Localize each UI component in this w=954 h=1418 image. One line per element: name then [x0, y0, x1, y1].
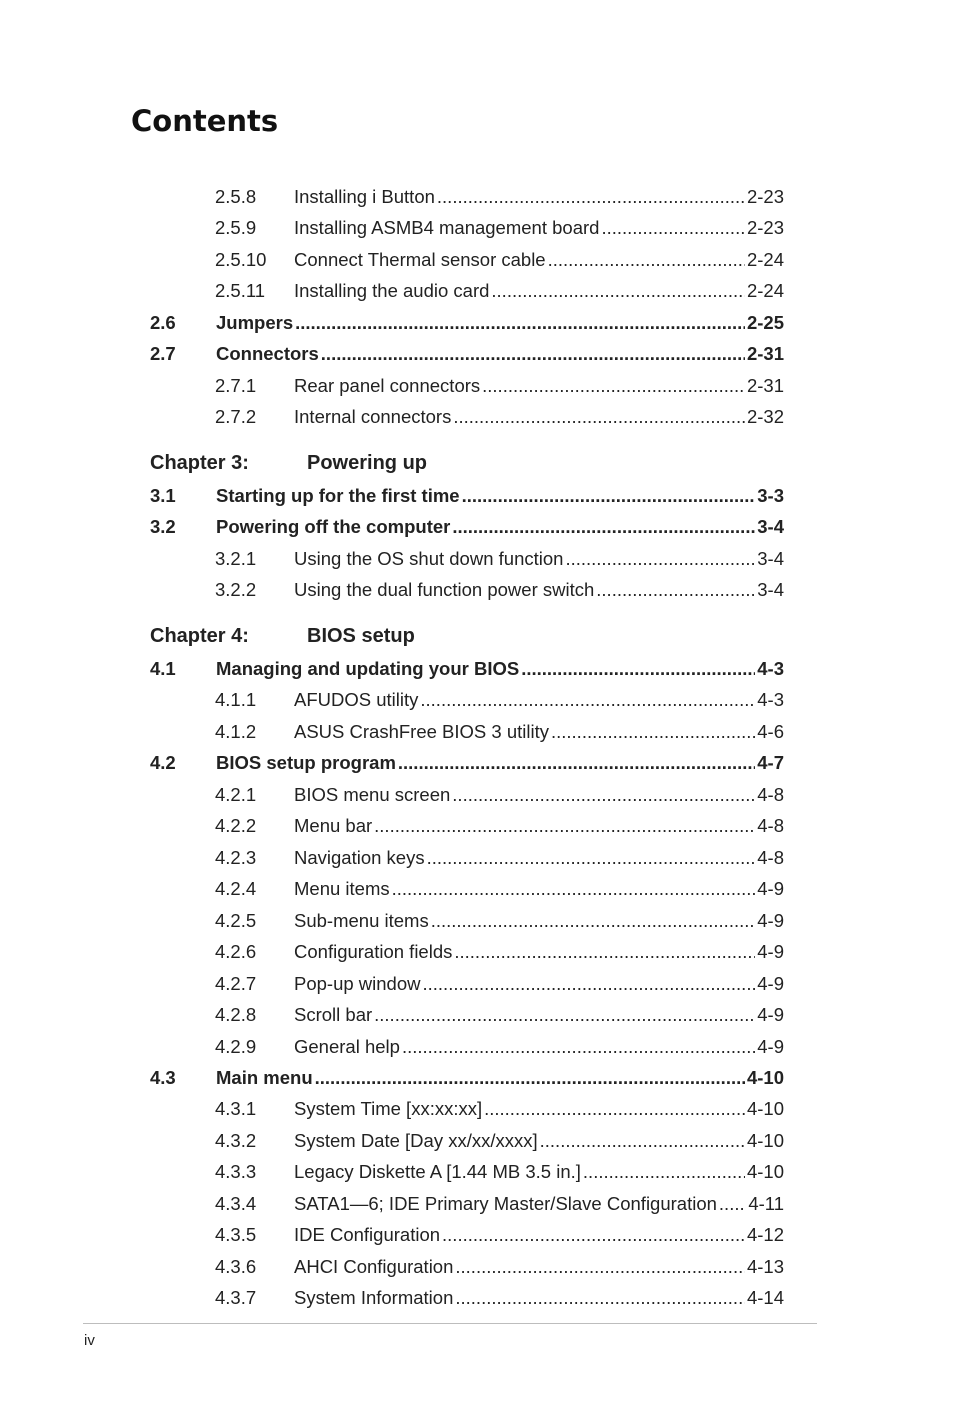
dot-leader: [454, 940, 755, 964]
entry-number: 4.2.6: [215, 941, 257, 962]
toc-subsection-entry[interactable]: [0, 405, 954, 429]
entry-number: 4.3.1: [215, 1098, 257, 1119]
chapter-title: Powering up: [307, 452, 427, 474]
entry-title: Jumpers: [216, 312, 294, 333]
entry-leader: [294, 783, 784, 807]
entry-leader: [294, 1097, 784, 1121]
entry-leader: [294, 1160, 784, 1184]
entry-page: 3-4: [757, 548, 784, 569]
toc-subsection-entry[interactable]: [0, 688, 954, 712]
dot-leader: [452, 515, 755, 539]
toc-subsection-entry[interactable]: [0, 720, 954, 744]
entry-number: 2.7: [150, 343, 176, 364]
toc-subsection-entry[interactable]: [0, 1003, 954, 1027]
entry-page: 4-9: [757, 941, 784, 962]
toc-subsection-entry[interactable]: [0, 1160, 954, 1184]
toc-subsection-entry[interactable]: [0, 279, 954, 303]
entry-leader: [216, 657, 784, 681]
chapter-label: Chapter 3:: [150, 452, 249, 474]
entry-number: 4.2.2: [215, 815, 257, 836]
entry-page: 2-24: [746, 249, 784, 270]
entry-number: 2.5.10: [215, 249, 267, 270]
page-title: Contents: [131, 104, 279, 138]
dot-leader: [437, 185, 745, 209]
dot-leader: [442, 1223, 745, 1247]
dot-leader: [596, 578, 755, 602]
entry-leader: [216, 311, 784, 335]
entry-leader: [294, 374, 784, 398]
entry-title: Legacy Diskette A [1.44 MB 3.5 in.]: [294, 1161, 581, 1182]
entry-number: 4.2.8: [215, 1004, 257, 1025]
page-number: iv: [84, 1332, 95, 1349]
entry-number: 4.2.4: [215, 878, 257, 899]
entry-number: 4.3.6: [215, 1256, 257, 1277]
entry-title: BIOS menu screen: [294, 784, 451, 805]
entry-number: 4.3.2: [215, 1130, 257, 1151]
entry-leader: [294, 1192, 784, 1216]
entry-leader: [294, 1003, 784, 1027]
entry-number: 2.7.2: [215, 406, 257, 427]
entry-leader: [294, 279, 784, 303]
toc-section-entry[interactable]: [0, 657, 954, 681]
entry-page: 4-3: [757, 658, 784, 679]
entry-page: 2-31: [746, 343, 784, 364]
dot-leader: [482, 374, 745, 398]
toc-subsection-entry[interactable]: [0, 216, 954, 240]
entry-number: 4.1.2: [215, 721, 257, 742]
dot-leader: [392, 877, 756, 901]
entry-leader: [294, 877, 784, 901]
toc-subsection-entry[interactable]: [0, 1223, 954, 1247]
toc-section-entry[interactable]: [0, 515, 954, 539]
entry-page: 4-10: [746, 1130, 784, 1151]
entry-number: 2.7.1: [215, 375, 257, 396]
entry-title: Navigation keys: [294, 847, 425, 868]
entry-number: 2.5.9: [215, 217, 257, 238]
entry-page: 2-32: [746, 406, 784, 427]
entry-number: 4.3.4: [215, 1193, 257, 1214]
dot-leader: [521, 657, 755, 681]
toc-subsection-entry[interactable]: [0, 1097, 954, 1121]
entry-page: 4-10: [746, 1067, 784, 1088]
entry-page: 2-31: [746, 375, 784, 396]
entry-title: Menu bar: [294, 815, 373, 836]
entry-title: System Time [xx:xx:xx]: [294, 1098, 483, 1119]
entry-leader: [294, 578, 784, 602]
entry-page: 4-11: [748, 1193, 784, 1214]
entry-leader: [294, 1223, 784, 1247]
toc-subsection-entry[interactable]: [0, 248, 954, 272]
entry-page: 2-24: [746, 280, 784, 301]
entry-number: 2.5.8: [215, 186, 257, 207]
entry-number: 3.1: [150, 485, 176, 506]
entry-number: 2.5.11: [215, 280, 266, 301]
entry-number: 4.3.3: [215, 1161, 257, 1182]
chapter-heading: [0, 623, 954, 649]
entry-title: ASUS CrashFree BIOS 3 utility: [294, 721, 549, 742]
entry-number: 3.2.1: [215, 548, 257, 569]
entry-title: Installing i Button: [294, 186, 435, 207]
entry-title: BIOS setup program: [216, 752, 396, 773]
entry-number: 2.6: [150, 312, 176, 333]
entry-title: Configuration fields: [294, 941, 453, 962]
entry-title: AFUDOS utility: [294, 689, 419, 710]
entry-leader: [216, 515, 784, 539]
dot-leader: [431, 909, 756, 933]
entry-page: 4-6: [757, 721, 784, 742]
entry-title: Connectors: [216, 343, 319, 364]
toc-subsection-entry[interactable]: [0, 374, 954, 398]
entry-leader: [294, 248, 784, 272]
entry-title: Installing the audio card: [294, 280, 490, 301]
entry-page: 3-4: [757, 579, 784, 600]
toc-subsection-entry[interactable]: [0, 1286, 954, 1310]
entry-title: SATA1—6; IDE Primary Master/Slave Configuration: [294, 1193, 717, 1214]
dot-leader: [374, 814, 755, 838]
dot-leader: [315, 1066, 745, 1090]
dot-leader: [453, 405, 745, 429]
dot-leader: [540, 1129, 745, 1153]
entry-leader: [294, 1129, 784, 1153]
entry-number: 4.2.9: [215, 1036, 257, 1057]
dot-leader: [548, 248, 745, 272]
entry-number: 4.1.1: [215, 689, 257, 710]
dot-leader: [565, 547, 755, 571]
entry-number: 4.2.5: [215, 910, 257, 931]
entry-page: 4-9: [757, 973, 784, 994]
entry-title: Installing ASMB4 management board: [294, 217, 600, 238]
dot-leader: [491, 279, 745, 303]
entry-leader: [216, 1066, 784, 1090]
entry-page: 4-10: [746, 1098, 784, 1119]
dot-leader: [427, 846, 756, 870]
entry-leader: [294, 216, 784, 240]
entry-page: 4-9: [757, 1036, 784, 1057]
entry-title: Starting up for the first time: [216, 485, 460, 506]
chapter-heading: [0, 450, 954, 476]
chapter-label: Chapter 4:: [150, 625, 249, 647]
entry-page: 2-23: [746, 217, 784, 238]
dot-leader: [601, 216, 745, 240]
entry-title: General help: [294, 1036, 400, 1057]
dot-leader: [455, 1286, 745, 1310]
entry-title: AHCI Configuration: [294, 1256, 454, 1277]
toc-subsection-entry[interactable]: [0, 783, 954, 807]
entry-title: IDE Configuration: [294, 1224, 441, 1245]
entry-leader: [294, 720, 784, 744]
dot-leader: [462, 484, 756, 508]
toc-subsection-entry[interactable]: [0, 1035, 954, 1059]
entry-title: Rear panel connectors: [294, 375, 481, 396]
toc-subsection-entry[interactable]: [0, 1192, 954, 1216]
entry-number: 4.2: [150, 752, 176, 773]
toc-subsection-entry[interactable]: [0, 909, 954, 933]
entry-leader: [294, 940, 784, 964]
chapter-title: BIOS setup: [307, 625, 415, 647]
entry-page: 4-10: [746, 1161, 784, 1182]
toc-section-entry[interactable]: [0, 311, 954, 335]
entry-page: 4-8: [757, 815, 784, 836]
entry-title: Using the dual function power switch: [294, 579, 595, 600]
entry-leader: [294, 1035, 784, 1059]
entry-title: Main menu: [216, 1067, 313, 1088]
entry-number: 4.1: [150, 658, 176, 679]
entry-leader: [216, 484, 784, 508]
toc-subsection-entry[interactable]: [0, 1255, 954, 1279]
dot-leader: [423, 972, 756, 996]
toc-section-entry[interactable]: [0, 751, 954, 775]
toc-subsection-entry[interactable]: [0, 814, 954, 838]
entry-leader: [294, 688, 784, 712]
entry-leader: [294, 846, 784, 870]
entry-page: 4-9: [757, 910, 784, 931]
dot-leader: [321, 342, 745, 366]
entry-page: 4-14: [746, 1287, 784, 1308]
entry-number: 4.2.7: [215, 973, 257, 994]
dot-leader: [398, 751, 755, 775]
entry-leader: [294, 1255, 784, 1279]
entry-leader: [294, 547, 784, 571]
toc-subsection-entry[interactable]: [0, 940, 954, 964]
toc-section-entry[interactable]: [0, 484, 954, 508]
entry-page: 4-7: [757, 752, 784, 773]
entry-number: 4.3: [150, 1067, 176, 1088]
entry-number: 4.3.7: [215, 1287, 257, 1308]
entry-number: 3.2.2: [215, 579, 257, 600]
entry-page: 4-8: [757, 784, 784, 805]
entry-title: Pop-up window: [294, 973, 421, 994]
entry-leader: [294, 909, 784, 933]
entry-page: 2-23: [746, 186, 784, 207]
toc-subsection-entry[interactable]: [0, 185, 954, 209]
entry-page: 4-13: [746, 1256, 784, 1277]
entry-leader: [294, 405, 784, 429]
toc-subsection-entry[interactable]: [0, 972, 954, 996]
entry-leader: [294, 814, 784, 838]
entry-title: Powering off the computer: [216, 516, 451, 537]
dot-leader: [295, 311, 745, 335]
entry-number: 4.2.1: [215, 784, 257, 805]
entry-page: 3-3: [757, 485, 784, 506]
dot-leader: [402, 1035, 755, 1059]
entry-title: Using the OS shut down function: [294, 548, 564, 569]
dot-leader: [484, 1097, 745, 1121]
entry-title: System Date [Day xx/xx/xxxx]: [294, 1130, 538, 1151]
dot-leader: [420, 688, 755, 712]
dot-leader: [583, 1160, 745, 1184]
entry-leader: [294, 972, 784, 996]
footer-divider: [83, 1323, 817, 1324]
toc-subsection-entry[interactable]: [0, 547, 954, 571]
entry-number: 3.2: [150, 516, 176, 537]
entry-title: Managing and updating your BIOS: [216, 658, 520, 679]
entry-page: 4-12: [746, 1224, 784, 1245]
entry-title: Internal connectors: [294, 406, 452, 427]
entry-title: Sub-menu items: [294, 910, 429, 931]
entry-leader: [294, 1286, 784, 1310]
entry-leader: [216, 342, 784, 366]
toc-subsection-entry[interactable]: [0, 1129, 954, 1153]
toc-subsection-entry[interactable]: [0, 578, 954, 602]
toc-section-entry[interactable]: [0, 1066, 954, 1090]
dot-leader: [551, 720, 755, 744]
entry-title: Menu items: [294, 878, 390, 899]
entry-page: 4-8: [757, 847, 784, 868]
entry-title: Connect Thermal sensor cable: [294, 249, 546, 270]
dot-leader: [455, 1255, 745, 1279]
toc-subsection-entry[interactable]: [0, 846, 954, 870]
entry-leader: [294, 185, 784, 209]
entry-page: 4-9: [757, 878, 784, 899]
dot-leader: [452, 783, 755, 807]
entry-leader: [216, 751, 784, 775]
entry-number: 4.3.5: [215, 1224, 257, 1245]
entry-title: System Information: [294, 1287, 454, 1308]
dot-leader: [719, 1192, 746, 1216]
entry-page: 2-25: [746, 312, 784, 333]
entry-number: 4.2.3: [215, 847, 257, 868]
entry-page: 4-3: [757, 689, 784, 710]
dot-leader: [374, 1003, 755, 1027]
entry-page: 4-9: [757, 1004, 784, 1025]
entry-title: Scroll bar: [294, 1004, 373, 1025]
toc-subsection-entry[interactable]: [0, 877, 954, 901]
entry-page: 3-4: [757, 516, 784, 537]
toc-section-entry[interactable]: [0, 342, 954, 366]
